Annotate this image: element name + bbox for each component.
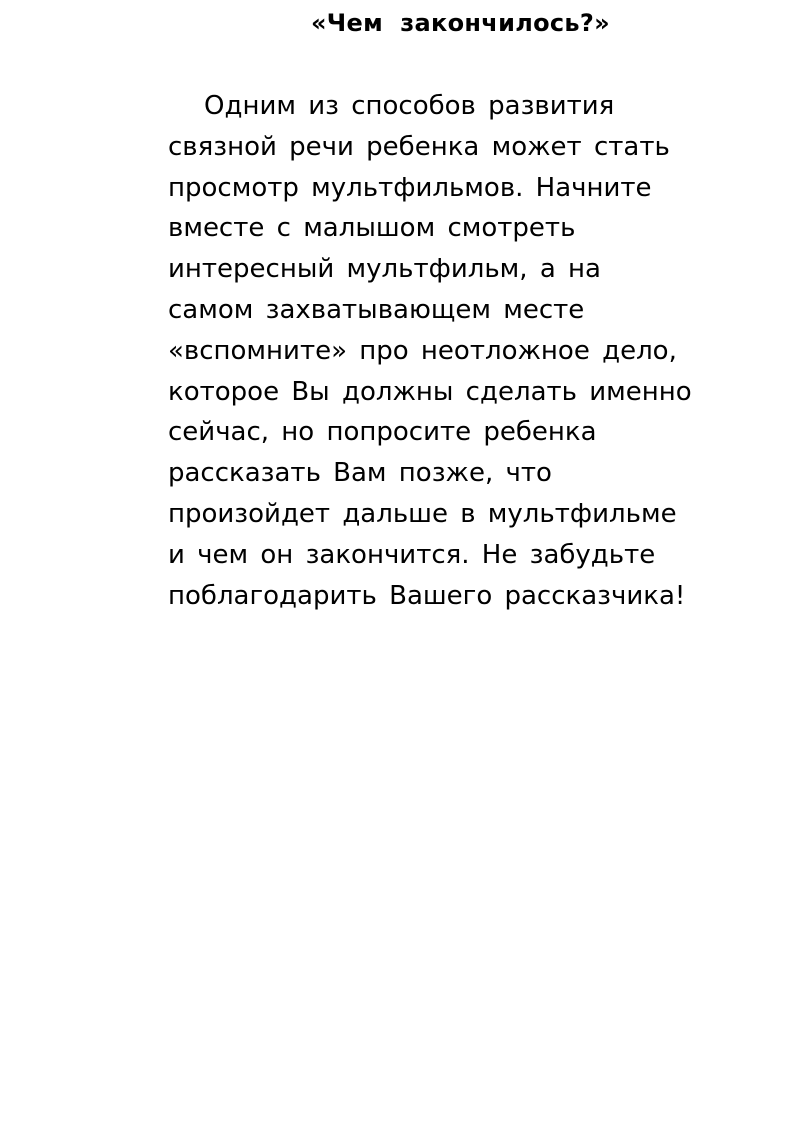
paragraph-line: Одним из способов развития [204, 91, 615, 121]
paragraph-line: просмотр мультфильмов. Начните [168, 172, 652, 203]
paragraph-line: связной речи ребенка может стать [168, 131, 670, 162]
paragraph-line: поблагодарить Вашего рассказчика! [168, 580, 686, 611]
paragraph-line: вместе с малышом смотреть [168, 213, 576, 244]
paragraph-line: которое Вы должны сделать именно [168, 376, 692, 407]
paragraph-line: и чем он закончится. Не забудьте [168, 539, 656, 570]
paragraph-line: рассказать Вам позже, что [168, 458, 552, 489]
paragraph-line: «вспомните» про неотложное дело, [168, 335, 677, 366]
paragraph-line: самом захватывающем месте [168, 294, 585, 325]
body-paragraph [168, 86, 768, 616]
paragraph-line: произойдет дальше в мультфильме [168, 498, 677, 529]
paragraph-line: интересный мультфильм, а на [168, 254, 601, 285]
page-title: «Чем закончилось?» [311, 9, 610, 37]
paragraph-line: сейчас, но попросите ребенка [168, 417, 597, 448]
